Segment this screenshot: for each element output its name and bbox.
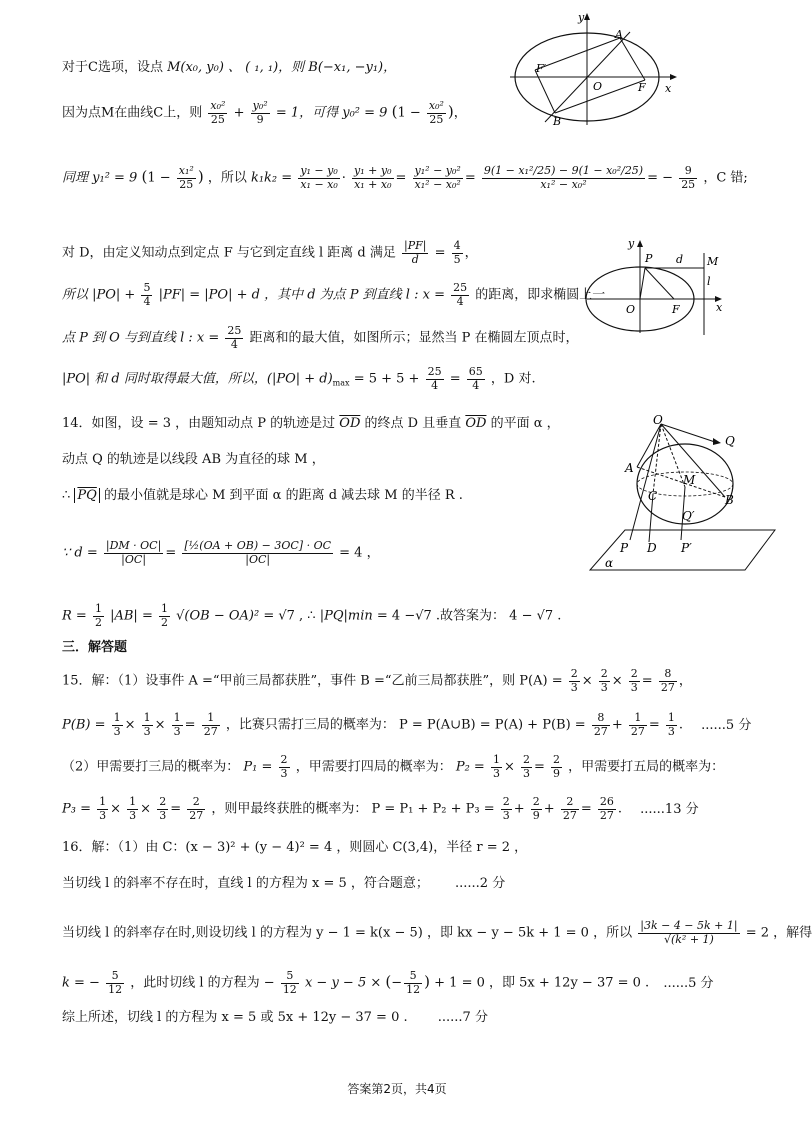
q14-sphere-line [62,452,325,468]
d-max-line: |PO| 和 d 同时取得最大值，所以，$(|PO| + d)_{max} = 5 + 5$ + $\frac{25}{4}$ = $\frac{65}{4}$ ，D 对. [62,365,536,392]
d-max-end: ，D 对. [490,371,536,387]
q14-od2: $\overline{OD}$ [465,416,487,431]
fig1-b-label: B [553,115,562,128]
c-same-line: 同理 y₁² = 9 (1 − $\frac{\text{x₁²}}{25}$ ) ，所以 k₁k₂ = $\frac{\text{y₁ − y₀}}{\text{x₁ − x₀}}$ · $\frac{\text{y₁ + y₀}}{\text{x₁ + x₀}}$ = $\frac{\text{y₁² − y₀²}}{\text{x₁² − x₀²}}$ = $\frac{\text{9(1 − x₁²/25) − 9(1 − x₀²/25)}}{\text{x₁² − x₀²}}$ = − $\frac{9}{25}$ ，C 错; [62,164,748,191]
d-sum-a: 所以 |PO| + [62,287,136,303]
d-sum-b: |PF| = |PO| + d ，其中 d 为点 P 到直线 l : x = [158,287,445,303]
q14-r-line: R = $\frac{1}{2}$ |AB| = $\frac{1}{2}$ √(OB − OA)² = √7 , ∴ |PQ|min = 4 −√7 .故答案为： 4 − √7 . [62,602,562,629]
c-intro-text: 对于C选项，设点 [62,60,163,75]
q14-c: 的终点 D 且垂直 [364,416,462,431]
fig2-l-label: l [707,275,711,288]
q15-line-2: P(B) = $\frac{1}{3}$ × $\frac{1}{3}$ × $\frac{1}{3}$ = $\frac{1}{27}$ ，比赛只需打三局的概率为： P = P(A∪B) = P(A) + P(B) = $\frac{8}{27}$ + $\frac{1}{27}$ = $\frac{1}{3}$ . ......5 分 [62,711,752,738]
frac-x0sq-25-b: $\frac{\text{x₀²}}{25}$ [428,99,444,126]
frac-x0sq-25: $\frac{\text{x₀²}}{25}$ [210,99,226,126]
c-result: ，C 错; [703,170,748,186]
fig2-o-label: O [626,303,636,316]
q15-score-1: ......5 分 [701,717,752,733]
frac-25-4-b: $\frac{25}{4}$ [227,324,242,351]
frac-y0sq-9: $\frac{\text{y₀²}}{9}$ [252,99,268,126]
q16-line-5: 综上所述，切线 l 的方程为 x = 5 或 5x + 12y − 37 = 0 . ......7 分 [62,1010,488,1025]
frac-5-4: $\frac{5}{4}$ [143,281,151,308]
fig3-p-label: P [620,541,629,555]
c-same-text: 同理 y₁² = 9 [62,170,138,186]
q15-line-1: 15．解：（1）设事件 A =“甲前三局都获胜”，事件 B =“乙前三局都获胜”，则 P(A) = $\frac{2}{3}$ × $\frac{2}{3}$ × $\frac{2}{3}$ = $\frac{8}{27}$ ， [62,667,692,694]
frac-x1sq-25: $\frac{\text{x₁²}}{25}$ [178,164,194,191]
frac-dbig: $\frac{\text{[½(OA + OB) − 3OC] · OC}}{|OC|}$ [184,539,332,566]
q14-a: 14．如图，设 [62,416,144,431]
q16-line-4: k = − $\frac{5}{12}$ ，此时切线 l 的方程为 − $\frac{5}{12}$ x − y − 5 × (− $\frac{5}{12}$ ) + 1 = 0 ，即 5x + 12y − 37 = 0 . ......5 分 [62,969,714,996]
fig1-y-label: y [578,11,585,24]
d-point-a: 点 P 到 O 与到直线 l : x = [62,330,220,346]
q14-od1: $\overline{OD}$ [339,416,361,431]
d-def-line: 对 D，由定义知动点到定点 F 与它到定直线 l 距离 d 满足 $\frac{|PF|}{d}$ = $\frac{4}{5}$ ， [62,239,478,266]
fig1-o-label: O [593,80,603,93]
frac-big: $\frac{\text{9(1 − x₁²/25) − 9(1 − x₀²/25)}}{\text{x₁² − x₀²}}$ [483,164,644,191]
fig1-a-label: A [615,28,623,41]
ellipse-chord-figure [505,10,695,130]
sphere-plane-figure [585,412,780,572]
q14-min-line: ∴ $\overline{PQ}$ 的最小值就是球心 M 到平面 α 的距离 d 减去球 M 的半径 R . [62,488,463,503]
d-point-line [62,325,579,351]
frac-ysq-xsq: $\frac{\text{y₁² − y₀²}}{\text{x₁² − x₀²}}$ [414,164,461,191]
frac-4-5: $\frac{4}{5}$ [453,239,461,266]
d-max-b: = 5 + 5 + [353,371,420,387]
pq-min: |PQ|min [319,608,373,624]
fig3-alpha-label: α [605,556,614,570]
fig3-b-label: B [725,493,734,507]
c-same-so: ，所以 [207,170,247,186]
c-curve-line: 因为点M在曲线C上，则 $\frac{\text{x₀²}}{25}$ + $\frac{\text{y₀²}}{9}$ = 1，可得 y₀² = 9 (1 − $\frac{\text{x₀²}}{25}$ )， [62,99,467,126]
frac-65-4: $\frac{65}{4}$ [468,365,483,392]
c-intro-points: M(x₀, y₀) 、 ( ₁, ₁)，则 B(−x₁, −y₁)， [167,60,397,75]
q14-b: = 3 ，由题知动点 P 的轨迹是过 [147,416,336,431]
fig3-pp-label: P′ [681,541,692,555]
fig1-fp-label: F′ [536,62,547,75]
page-footer: 答案第2页，共4页 [347,1082,447,1096]
q14-d: 的平面 α ， [490,416,560,431]
fig3-a-label: A [625,461,634,475]
frac-9-25: $\frac{9}{25}$ [681,164,696,191]
section-heading: 三．解答题 [62,640,128,655]
q14-pq: $\overline{PQ}$ [74,488,99,503]
frac-25-4: $\frac{25}{4}$ [453,281,468,308]
c-intro-line [62,60,396,76]
d-sum-line [62,282,605,308]
c-curve-text: 因为点M在曲线C上，则 [62,105,203,121]
fig2-d-label: d [676,253,684,266]
fig2-x-label: x [716,301,723,314]
frac-1-2-b: $\frac{1}{2}$ [160,602,168,629]
fig1-f-label: F [638,81,646,94]
d-point-b: 距离和的最大值，如图所示；显然当 P 在椭圆左顶点时， [249,330,579,346]
fig2-p-label: P [645,252,653,265]
q15-line-3: （2）甲需要打三局的概率为： P₁ = $\frac{2}{3}$ ，甲需要打四局的概率为： P₂ = $\frac{1}{3}$ × $\frac{2}{3}$ = $\frac{2}{9}$ ，甲需要打五局的概率为： [62,753,725,780]
frac-k: $\frac{|3k - 4 - 5k + 1|}{\text{√(k² + 1)}}$ [640,919,738,946]
q15-score-2: ......13 分 [640,801,699,817]
frac-1-2: $\frac{1}{2}$ [94,602,102,629]
frac-slope2: $\frac{\text{y₁ + y₀}}{\text{x₁ + x₀}}$ [354,164,392,191]
fig3-m-label: M [683,473,696,487]
fig3-c-label: C [648,489,658,503]
frac-25-4-c: $\frac{25}{4}$ [427,365,442,392]
q16-line-2: 当切线 l 的斜率不存在时，直线 l 的方程为 x = 5 ，符合题意； ......2 分 [62,876,506,891]
q14-d-line: ∵ d = $\frac{|DM \cdot OC|}{|OC|}$ = $\frac{\text{[½(OA + OB) − 3OC] · OC}}{|OC|}$ = 4 ， [62,539,380,566]
fig3-d-label: D [647,541,657,555]
q14-min-b: 的最小值就是球心 M 到平面 α 的距离 d 减去球 M 的半径 R . [103,488,463,503]
sqrt-ob-oa: √(OB − OA)² [176,608,260,624]
d-def-text: 对 D，由定义知动点到定点 F 与它到定直线 l 距离 d 满足 [62,245,396,261]
fig2-m-label: M [707,255,719,268]
q14-line [62,416,560,432]
q16-line-1: 16．解：（1）由 C：(x − 3)² + (y − 4)² = 4 ，则圆心 C(3,4)，半径 r = 2 ， [62,840,528,855]
d-max-a: |PO| 和 d 同时取得最大值，所以，(|PO| + d) [62,371,333,387]
q14-sphere: 动点 Q 的轨迹是以线段 AB 为直径的球 M ， [62,452,325,467]
fig3-qp-label: Q′ [682,509,695,523]
fig3-o-label: O [653,413,663,427]
q16-line-3: 当切线 l 的斜率存在时,则设切线 l 的方程为 y − 1 = k(x − 5) ，即 kx − y − 5k + 1 = 0 ，所以 $\frac{|3k - 4 - 5k + 1|}{\text{√(k² + 1)}}$ = 2 ，解得 [62,919,812,946]
frac-dm-oc: $\frac{|DM \cdot OC|}{|OC|}$ [105,539,162,566]
frac-slope1: $\frac{\text{y₁ − y₀}}{\text{x₁ − x₀}}$ [300,164,338,191]
fig2-y-label: y [628,237,635,250]
fig1-x-label: x [665,82,672,95]
frac-pf-d: $\frac{|PF|}{d}$ [404,239,427,266]
k1k2: k₁k₂ = [250,170,293,186]
fig3-q-label: Q [725,434,735,448]
fig2-f-label: F [672,303,680,316]
q15-line-4: P₃ = $\frac{1}{3}$ × $\frac{1}{3}$ × $\frac{2}{3}$ = $\frac{2}{27}$ ，则甲最终获胜的概率为： P = P₁ + P₂ + P₃ = $\frac{2}{3}$ + $\frac{2}{9}$ + $\frac{2}{27}$ = $\frac{26}{27}$ . ......13 分 [62,795,699,822]
d-sum-c: 的距离，即求椭圆上一 [475,287,606,303]
c-curve-eq: = 1，可得 y₀² = 9 [275,105,388,121]
